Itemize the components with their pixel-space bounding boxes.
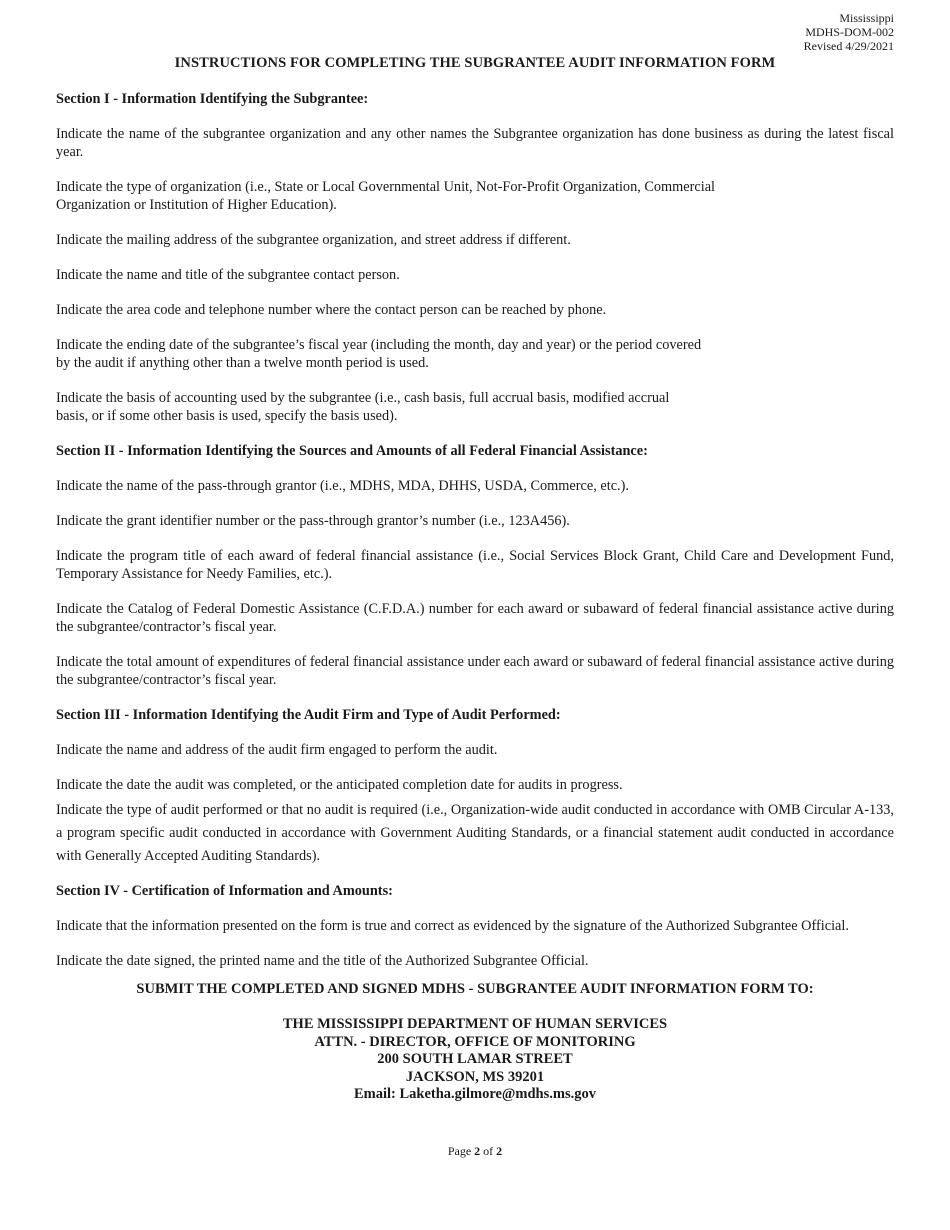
section-1-heading: Section I - Information Identifying the Subgrantee: bbox=[56, 91, 369, 107]
section-2-paragraph: Indicate the grant identifier number or the pass-through grantor’s number (i.e., 123A456). bbox=[56, 513, 570, 529]
section-2-paragraph: Indicate the program title of each award of federal financial assistance (i.e., Social Services Block Grant, Child Care and Development Fund, Temporary Assistance for Needy Families, etc.). bbox=[56, 548, 894, 582]
section-4-paragraph: Indicate the date signed, the printed name and the title of the Authorized Subgrantee Official. bbox=[56, 953, 589, 969]
form-code: MDHS-DOM-002 bbox=[805, 25, 894, 39]
section-4-heading: Section IV - Certification of Information and Amounts: bbox=[56, 883, 393, 899]
document-title: INSTRUCTIONS FOR COMPLETING THE SUBGRANTEE AUDIT INFORMATION FORM bbox=[174, 55, 776, 71]
form-identifier-block bbox=[804, 11, 894, 53]
section-2-paragraph: Indicate the total amount of expenditures of federal financial assistance under each award or subaward of federal financial assistance active during the subgrantee/contractor’s fiscal year. bbox=[56, 654, 894, 688]
document-page bbox=[56, 0, 894, 1230]
section-3-heading: Section III - Information Identifying the Audit Firm and Type of Audit Performed: bbox=[56, 707, 561, 723]
state-label: Mississippi bbox=[839, 11, 894, 25]
contact-email: Email: Laketha.gilmore@mdhs.ms.gov bbox=[353, 1086, 596, 1102]
address-city-state-zip: JACKSON, MS 39201 bbox=[405, 1068, 545, 1085]
section-1-paragraph: Indicate the area code and telephone number where the contact person can be reached by phone. bbox=[56, 302, 607, 318]
address-attention: ATTN. - DIRECTOR, OFFICE OF MONITORING bbox=[314, 1033, 636, 1050]
section-1-paragraph: Indicate the mailing address of the subgrantee organization, and street address if different. bbox=[56, 232, 571, 248]
revision-date: Revised 4/29/2021 bbox=[803, 39, 894, 53]
of-word: of bbox=[483, 1144, 494, 1158]
paragraph-line: Indicate the type of organization (i.e., State or Local Governmental Unit, Not-For-Profit Organization, Commercial bbox=[56, 179, 716, 195]
paragraph-line: Indicate the ending date of the subgrantee’s fiscal year (including the month, day and year) or the period covered bbox=[56, 337, 702, 353]
section-4-paragraph: Indicate that the information presented on the form is true and correct as evidenced by the signature of the Authorized Subgrantee Official. bbox=[56, 918, 849, 934]
section-2-paragraph: Indicate the name of the pass-through grantor (i.e., MDHS, MDA, DHHS, USDA, Commerce, etc.). bbox=[56, 478, 629, 494]
section-1-paragraph: Indicate the name of the subgrantee organization and any other names the Subgrantee organization has done business as during the latest fiscal year. bbox=[56, 126, 894, 160]
section-1-paragraph bbox=[56, 389, 894, 425]
section-2-heading: Section II - Information Identifying the Sources and Amounts of all Federal Financial Assistance: bbox=[56, 443, 648, 459]
section-1-paragraph bbox=[56, 178, 894, 214]
section-3-paragraph: Indicate the type of audit performed or that no audit is required (i.e., Organization-wide audit conducted in accordance with OMB Circular A-133, a program specific audit conducted in accordance with Government Auditing Standards, or a financial statement audit conducted in accordance with Generally Accepted Auditing Standards). bbox=[56, 802, 894, 864]
section-3-paragraph: Indicate the date the audit was completed, or the anticipated completion date for audits in progress. bbox=[56, 777, 623, 793]
paragraph-line: Organization or Institution of Higher Education). bbox=[56, 197, 337, 213]
total-page-count: 2 bbox=[496, 1144, 503, 1158]
section-3-paragraph: Indicate the name and address of the audit firm engaged to perform the audit. bbox=[56, 742, 498, 758]
current-page-number: 2 bbox=[474, 1144, 481, 1158]
page-number bbox=[56, 1144, 894, 1159]
paragraph-line: basis, or if some other basis is used, specify the basis used). bbox=[56, 408, 398, 424]
instructions-body bbox=[56, 90, 894, 987]
submission-instruction: SUBMIT THE COMPLETED AND SIGNED MDHS - SUBGRANTEE AUDIT INFORMATION FORM TO: bbox=[136, 981, 814, 997]
page-word: Page bbox=[447, 1144, 472, 1158]
address-organization: THE MISSISSIPPI DEPARTMENT OF HUMAN SERVICES bbox=[282, 1016, 668, 1032]
section-1-paragraph: Indicate the name and title of the subgrantee contact person. bbox=[56, 267, 400, 283]
address-street: 200 SOUTH LAMAR STREET bbox=[377, 1051, 573, 1067]
section-2-paragraph: Indicate the Catalog of Federal Domestic Assistance (C.F.D.A.) number for each award or subaward of federal financial assistance active during the subgrantee/contractor’s fiscal year. bbox=[56, 601, 894, 635]
paragraph-line: Indicate the basis of accounting used by the subgrantee (i.e., cash basis, full accrual basis, modified accrual bbox=[56, 390, 670, 406]
mailing-address-block bbox=[56, 1016, 894, 1104]
section-1-paragraph bbox=[56, 336, 894, 372]
paragraph-line: by the audit if anything other than a twelve month period is used. bbox=[56, 355, 429, 371]
